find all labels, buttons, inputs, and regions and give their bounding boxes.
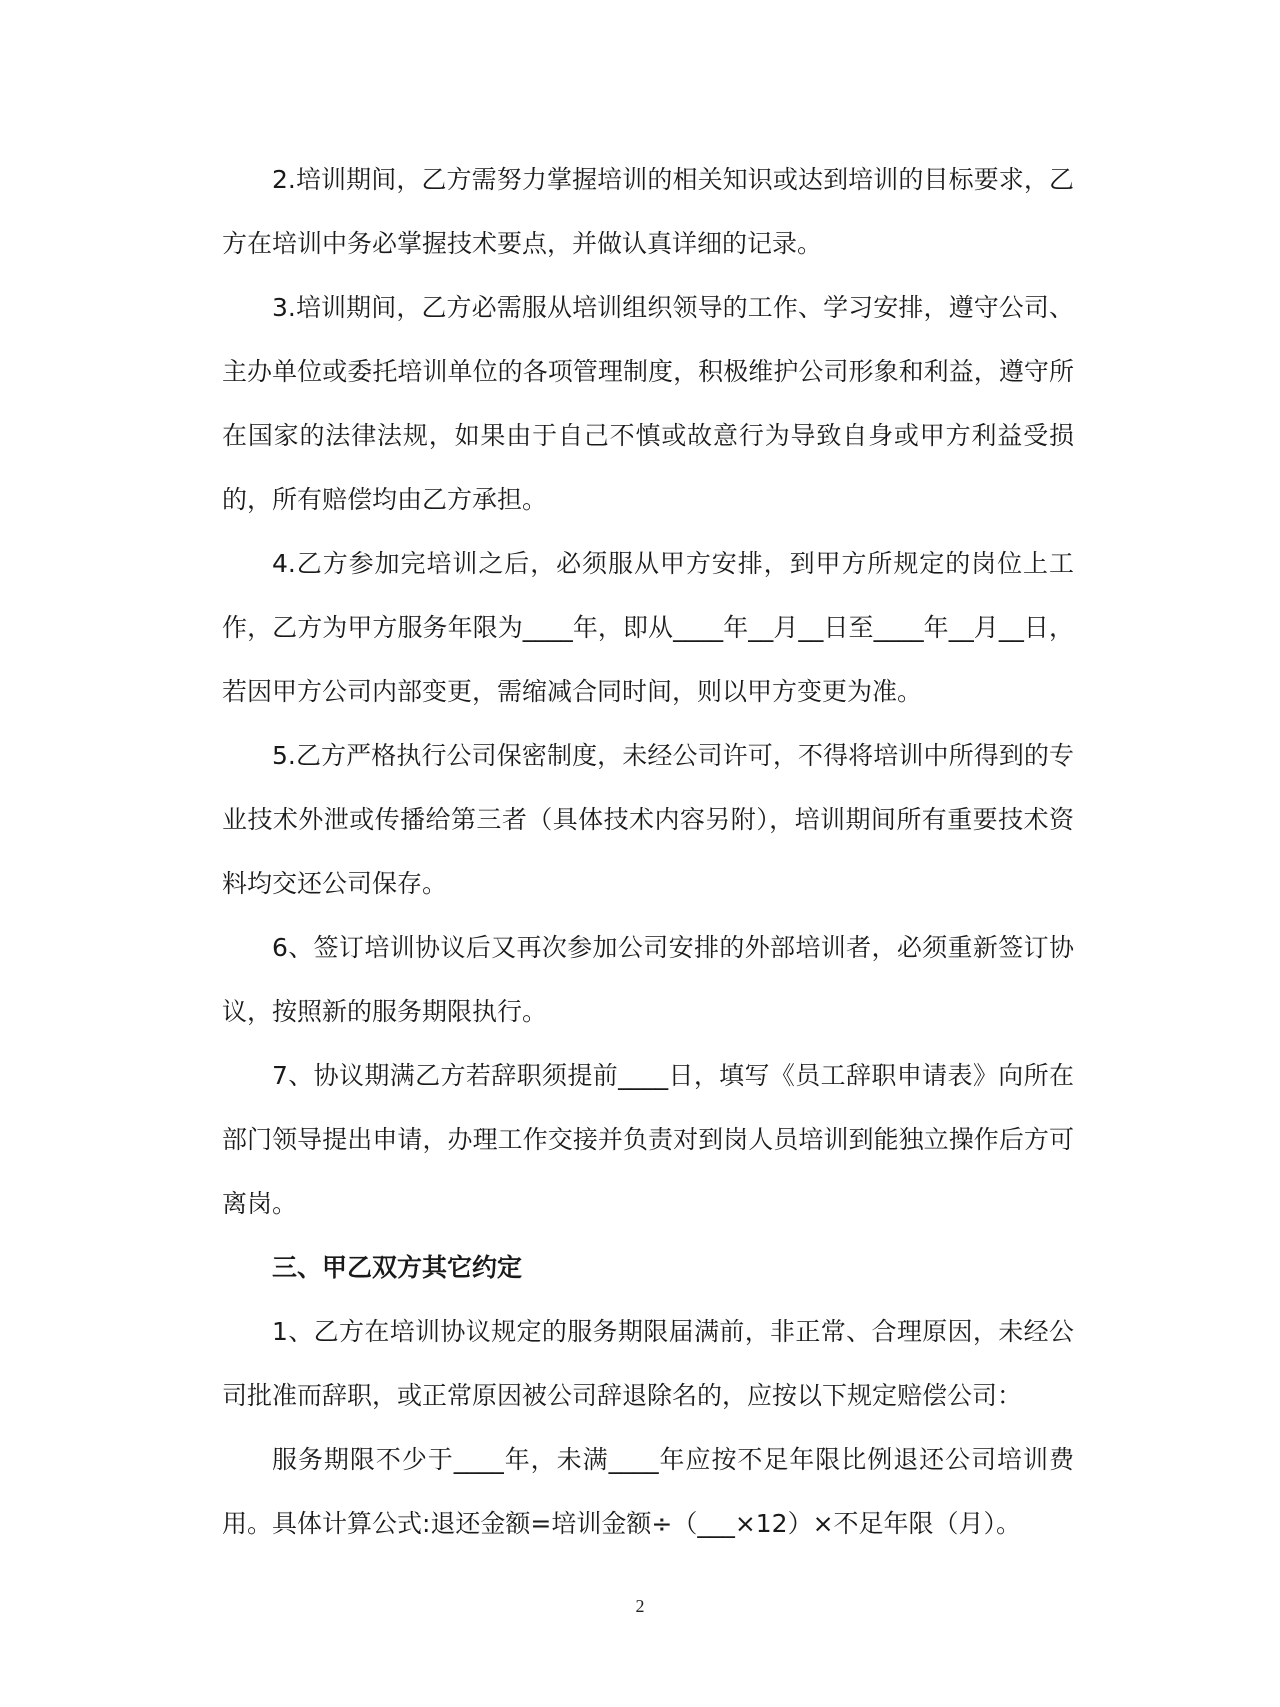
clause-7-paragraph: 7、协议期满乙方若辞职须提前____日，填写《员工辞职申请表》向所在部门领导提出申请，办理工作交接并负责对到岗人员培训到能独立操作后方可离岗。 [222,1061,1074,1218]
clause-5-paragraph: 5.乙方严格执行公司保密制度，未经公司许可，不得将培训中所得到的专业技术外泄或传播给第三者（具体技术内容另附），培训期间所有重要技术资料均交还公司保存。 [222,741,1074,898]
compensation-formula-paragraph: 服务期限不少于____年，未满____年应按不足年限比例退还公司培训费用。具体计算公式:退还金额=培训金额÷（___×12）×不足年限（月）。 [222,1445,1074,1538]
section-3-clause-1-paragraph: 1、乙方在培训协议规定的服务期限届满前，非正常、合理原因，未经公司批准而辞职，或正常原因被公司辞退除名的，应按以下规定赔偿公司： [222,1317,1074,1410]
section-3-heading: 三、甲乙双方其它约定 [272,1253,523,1282]
page-number: 2 [635,1596,645,1616]
clause-2-paragraph: 2.培训期间，乙方需努力掌握培训的相关知识或达到培训的目标要求，乙方在培训中务必掌握技术要点，并做认真详细的记录。 [222,165,1074,258]
document-body [222,148,1074,1556]
clause-6-paragraph: 6、签订培训协议后又再次参加公司安排的外部培训者，必须重新签订协议，按照新的服务期限执行。 [222,933,1074,1026]
clause-3-paragraph: 3.培训期间，乙方必需服从培训组织领导的工作、学习安排，遵守公司、主办单位或委托培训单位的各项管理制度，积极维护公司形象和利益，遵守所在国家的法律法规，如果由于自己不慎或故意行为导致自身或甲方利益受损的，所有赔偿均由乙方承担。 [222,293,1074,514]
clause-4-paragraph: 4.乙方参加完培训之后，必须服从甲方安排，到甲方所规定的岗位上工作，乙方为甲方服务年限为____年，即从____年__月__日至____年__月__日，若因甲方公司内部变更，需缩减合同时间，则以甲方变更为准。 [222,549,1074,706]
